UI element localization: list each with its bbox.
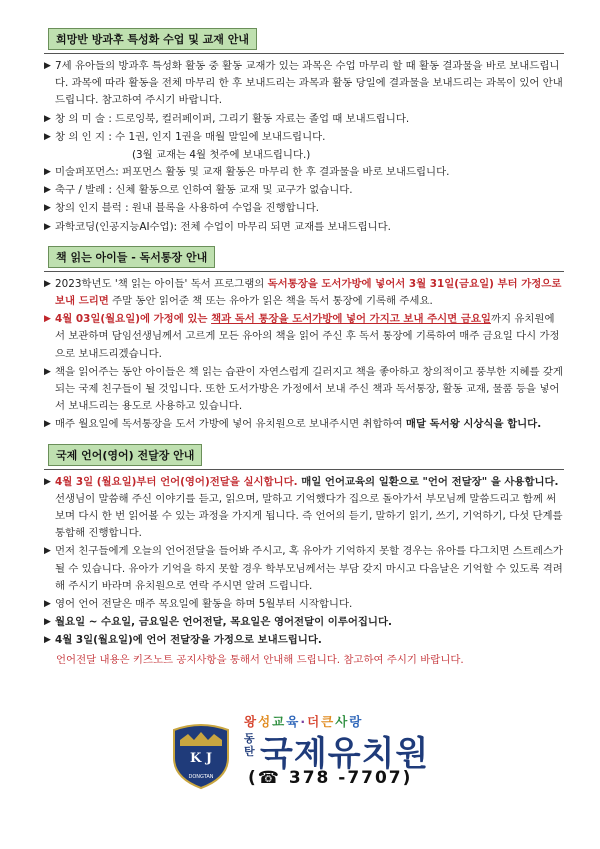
list-item: ▶ 창 의 인 지 : 수 1권, 인지 1권을 매월 말일에 보내드립니다.: [44, 130, 326, 143]
shield-emblem-icon: [166, 712, 236, 792]
list-item: ▶ 과학코딩(인공지능AI수업): 전체 수업이 마무리 되면 교재를 보내드립니다.: [44, 220, 391, 233]
sub-note: (3월 교재는 4월 첫주에 보내드립니다.): [132, 149, 311, 162]
list-item: ▶ 4월 3일(월요일)에 언어 전달장을 가정으로 보내드립니다.: [44, 634, 322, 647]
section-language: [44, 444, 564, 669]
list-item: ▶ 영어 언어 전달은 매주 목요일에 활동을 하며 5월부터 시작합니다.: [44, 598, 353, 611]
logo-name: 국제유치원: [260, 734, 430, 774]
slogan: 왕성교육·더큰사랑: [244, 714, 364, 729]
phone-number: (☎ 378 -7707): [248, 768, 413, 788]
svg-text:K J: K J: [190, 751, 212, 766]
list-item: ▶ 미술퍼포먼스: 퍼포먼스 활동 및 교재 활동은 마무리 한 후 결과물을 바로 보내드립니다.: [44, 166, 450, 179]
section-title: 책 읽는 아이들 - 독서통장 안내: [48, 246, 215, 268]
list-item: ▶ 2023학년도 '책 읽는 아이들' 독서 프로그램의 독서통장을 도서가방에 넣어서 3월 31일(금요일) 부터 가정으로 보내 드리면 주말 동안 읽어준 책 또는 유아가 읽은 책을 독서 통장에 기록해 주세요.: [44, 277, 562, 308]
closing-note: 언어전달 내용은 키즈노트 공지사항을 통해서 안내해 드립니다. 참고하여 주시기 바랍니다.: [56, 653, 464, 666]
section-afterschool: [44, 28, 564, 236]
list-item: ▶ 축구 / 발레 : 신체 활동으로 인하여 활동 교재 및 교구가 없습니다.: [44, 184, 353, 197]
list-item: ▶ 책을 읽어주는 동안 아이들은 책 읽는 습관이 자연스럽게 길러지고 책을 좋아하고 창의적이고 풍부한 지혜를 갖게 되는 국제 친구들이 될 것입니다. 또한 도서가방은 가정에서 보내 주신 책과 독서통장, 활동 교재, 물품 등을 넣어서 보내드리는 용도로 사용하고 있습니다.: [44, 365, 563, 413]
list-item: ▶ 4월 03일(월요일)에 가정에 있는 책과 독서 통장을 도서가방에 넣어 가지고 보내 주시면 금요일까지 유치원에서 보관하며 담임선생님께서 고르게 모든 유아의 책을 읽어 주신 후 독서 통장에 기록하여 매주 금요일 다시 가정으로 보내드리겠습니다.: [44, 313, 560, 360]
list-item: ▶ 4월 3일 (월요일)부터 언어(영어)전달을 실시합니다. 매일 언어교육의 일환으로 "언어 전달장" 을 사용합니다. 선생님이 말씀해 주신 이야기를 듣고, 읽으며, 말하고 기억했다가 집으로 돌아가서 부모님께 말씀드리고 함께 써보며 다시 한 번 읽어볼 수 있는 과정을 가지게 됩니다. 즉 언어의 듣기, 말하기 읽기, 쓰기, 기억하기, 다섯 단계를 통합해 진행합니다.: [44, 475, 563, 540]
list-item: ▶ 먼저 친구들에게 오늘의 언어전달을 들어봐 주시고, 혹 유아가 기억하지 못할 경우는 유아를 다그치면 스트레스가 될 수 있습니다. 유아가 기억을 하지 못할 경우 학부모님께서는 부담 갖지 마시고 다음날은 기억할 수 있도록 격려해 주시기 바라며 유치원으로 연락 주시면 알려 드립니다.: [44, 545, 563, 592]
list-item: ▶ 월요일 ~ 수요일, 금요일은 언어전달, 목요일은 영어전달이 이루어집니다.: [44, 616, 392, 629]
list-item: ▶ 창의 인지 블럭 : 원내 블록을 사용하여 수업을 진행합니다.: [44, 202, 320, 215]
section-reading: [44, 246, 564, 434]
list-item: ▶ 매주 월요일에 독서통장을 도서 가방에 넣어 유치원으로 보내주시면 취합하여 매달 독서왕 시상식을 합니다.: [44, 418, 542, 431]
svg-text:DONGTAN: DONGTAN: [188, 774, 214, 780]
logo-dong: 동탄: [244, 732, 255, 758]
list-item: ▶ 창 의 미 술 : 드로잉북, 컬러페이퍼, 그리기 활동 자료는 졸업 때 보내드립니다.: [44, 112, 410, 125]
kindergarten-logo: [166, 712, 436, 792]
section-title: 희망반 방과후 특성화 수업 및 교재 안내: [48, 28, 257, 50]
section-title: 국제 언어(영어) 전달장 안내: [48, 444, 202, 466]
list-item: ▶ 7세 유아들의 방과후 특성화 활동 중 활동 교재가 있는 과목은 수업 마무리 할 때 활동 결과물을 바로 보내드립니다. 과목에 따라 활동을 전체 마무리 한 후 보내드리는 과목과 활동 당일에 결과물을 보내드리는 과목이 있어 안내드립니다. 참고하여 주시기 바랍니다.: [44, 60, 563, 107]
